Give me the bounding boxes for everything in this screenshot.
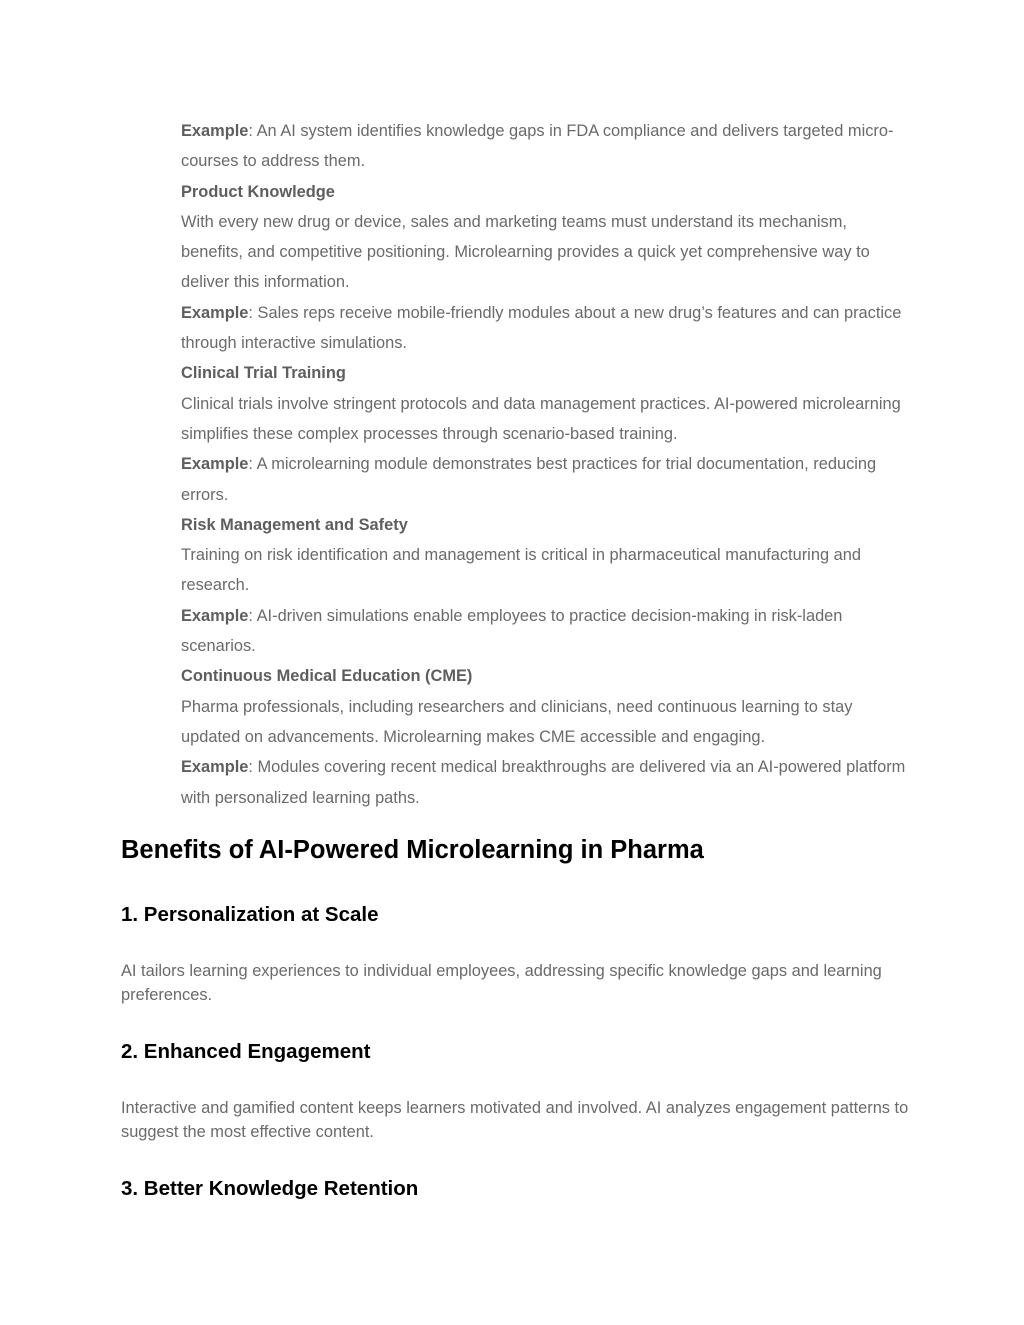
example-line [181, 116, 911, 177]
example-line [181, 298, 911, 359]
benefit-title: 3. Better Knowledge Retention [121, 1177, 419, 1200]
example-text: : AI-driven simulations enable employees to practice decision-making in risk-laden scenarios. [181, 606, 843, 656]
example-text: : Sales reps receive mobile-friendly modules about a new drug’s features and can practice through interactive simulations. [181, 303, 902, 353]
section-title: Risk Management and Safety [181, 515, 408, 534]
benefit-title: 1. Personalization at Scale [121, 903, 379, 926]
example-label: Example [181, 758, 249, 777]
section-body: With every new drug or device, sales and marketing teams must understand its mechanism, benefits, and competitive positioning. Microlearning provides a quick yet comprehensive way to deliver this information. [181, 212, 870, 292]
example-label: Example [181, 455, 249, 474]
example-text: : A microlearning module demonstrates best practices for trial documentation, reducing errors. [181, 455, 877, 504]
benefit-title: 2. Enhanced Engagement [121, 1040, 371, 1063]
benefit-text: Interactive and gamified content keeps learners motivated and involved. AI analyzes engagement patterns to suggest the most effective content. [121, 1099, 909, 1141]
section-body: Training on risk identification and management is critical in pharmaceutical manufacturing and research. [181, 546, 861, 595]
section-title: Product Knowledge [181, 182, 335, 201]
example-label: Example [181, 303, 249, 322]
example-line [181, 601, 911, 662]
benefit-text: AI tailors learning experiences to individual employees, addressing specific knowledge gaps and learning preferences. [121, 962, 882, 1004]
example-label: Example [181, 606, 249, 625]
example-line [181, 752, 911, 813]
section-title: Clinical Trial Training [181, 364, 346, 383]
benefits-heading: Benefits of AI-Powered Microlearning in Pharma [121, 836, 704, 864]
example-text: : Modules covering recent medical breakthroughs are delivered via an AI-powered platform with personalized learning paths. [181, 758, 906, 807]
example-label: Example [181, 122, 249, 140]
use-case-list [181, 116, 911, 813]
section-title: Continuous Medical Education (CME) [181, 667, 473, 686]
example-text: : An AI system identifies knowledge gaps in FDA compliance and delivers targeted micro-courses to address them. [181, 122, 894, 171]
example-line [181, 449, 911, 510]
section-body: Pharma professionals, including researchers and clinicians, need continuous learning to stay updated on advancements. Microlearning makes CME accessible and engaging. [181, 697, 853, 746]
section-body: Clinical trials involve stringent protocols and data management practices. AI-powered microlearning simplifies these complex processes through scenario-based training. [181, 394, 901, 443]
